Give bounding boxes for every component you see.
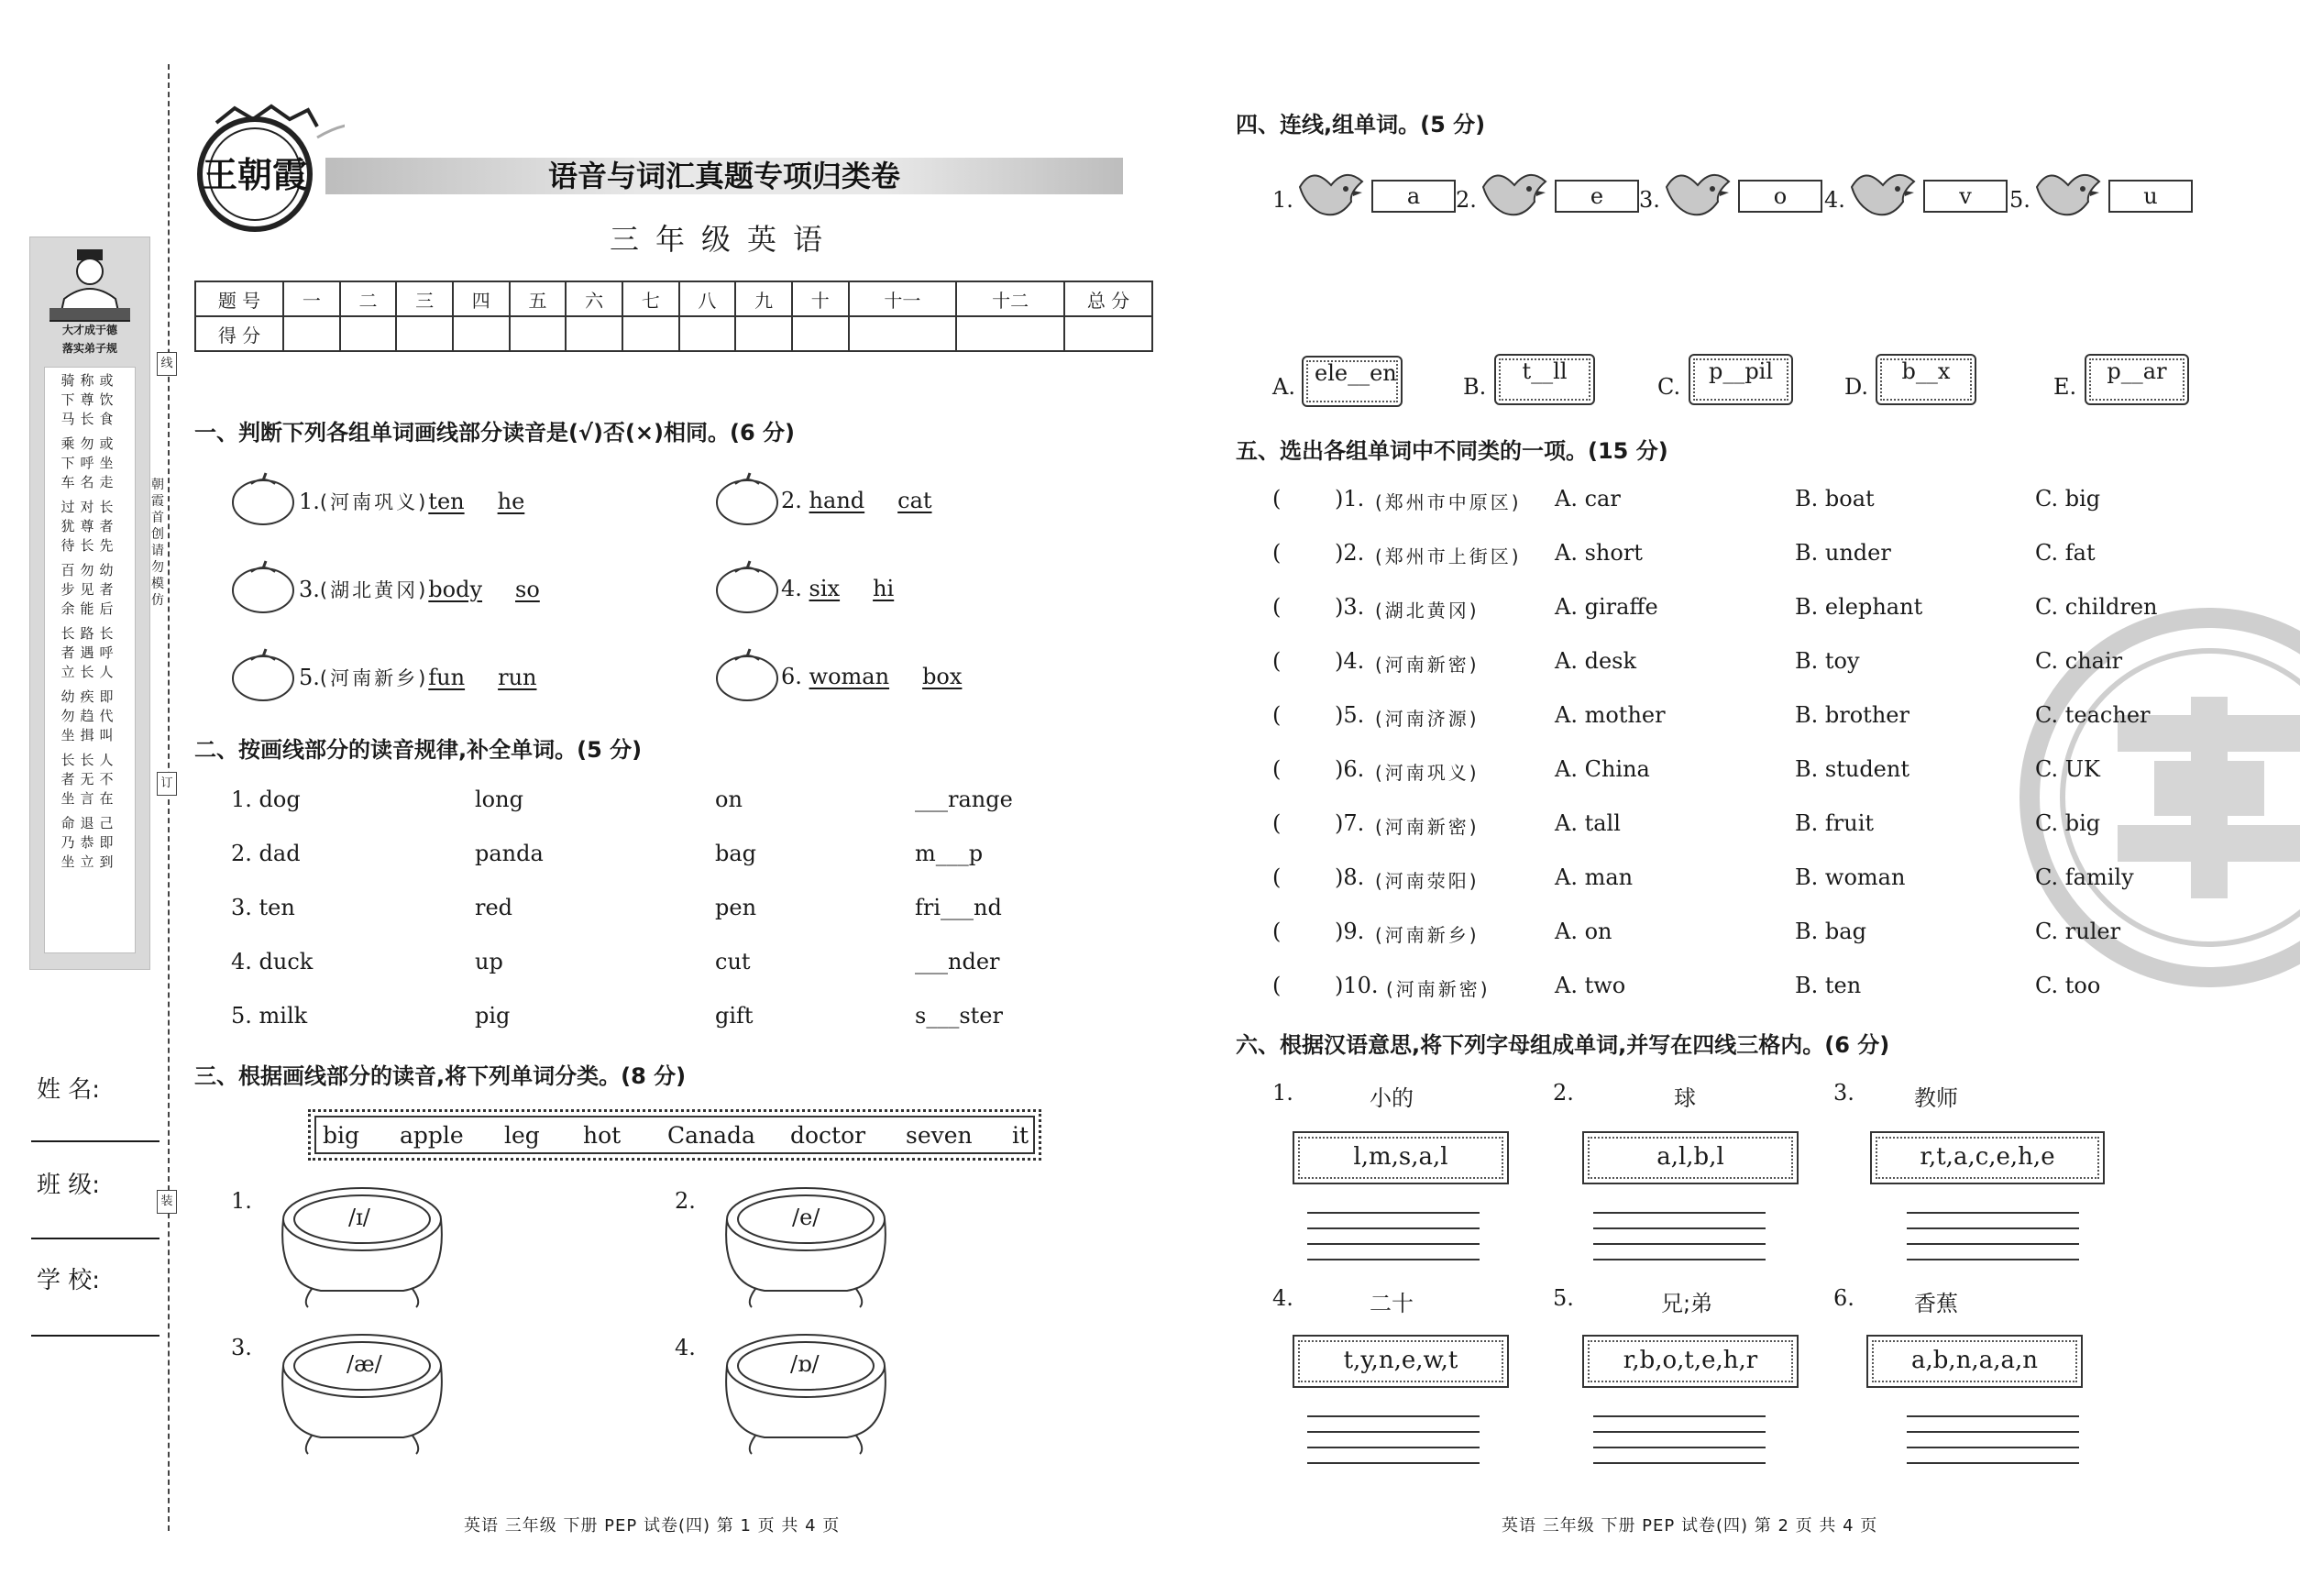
pot-sound: /e/ xyxy=(792,1205,820,1230)
word-tag[interactable]: ele__en xyxy=(1302,356,1403,407)
s1-num: 1. xyxy=(299,489,320,514)
brand-logo-icon xyxy=(180,101,345,238)
s5-option-c: C. too xyxy=(2035,973,2101,998)
s5-num: )1. xyxy=(1335,486,1365,512)
s1-source: (河南新乡) xyxy=(319,667,429,689)
s6-num: 5. xyxy=(1553,1285,1574,1311)
s6-letters-box: a,b,n,a,a,n xyxy=(1866,1335,2083,1388)
s1-num: 3. xyxy=(299,577,320,602)
bird-num: 4. xyxy=(1824,187,1845,213)
section5-title: 五、选出各组单词中不同类的一项。(15 分) xyxy=(1236,438,1668,464)
s5-num: )5. xyxy=(1335,702,1365,728)
s1-word: woman xyxy=(809,664,890,689)
score-row-label: 得 分 xyxy=(195,316,283,351)
s6-letters-box: r,b,o,t,e,h,r xyxy=(1582,1335,1799,1388)
s5-option-b: B. ten xyxy=(1795,973,1862,998)
score-cell[interactable] xyxy=(735,316,792,351)
score-cell[interactable] xyxy=(956,316,1064,351)
s1-source: (河南巩义) xyxy=(319,491,429,513)
proverb: 幼疾即 勿趋代 坐揖叫 xyxy=(61,688,119,743)
motto-line-2: 落实弟子规 xyxy=(61,342,117,355)
logo-text: 王朝霞 xyxy=(202,154,308,195)
s5-option-a: A. on xyxy=(1555,919,1612,944)
s5-option-c: C. fat xyxy=(2035,540,2096,566)
score-cell[interactable] xyxy=(566,316,622,351)
s1-word: body xyxy=(428,577,483,602)
s2-blank-word[interactable]: s___ster xyxy=(915,1003,1003,1029)
s5-option-a: A. short xyxy=(1555,540,1643,566)
bird-icon xyxy=(1478,161,1551,226)
pot-icon xyxy=(719,1329,893,1458)
s5-option-b: B. fruit xyxy=(1795,810,1875,836)
s6-num: 2. xyxy=(1553,1080,1574,1106)
name-field[interactable] xyxy=(31,1140,160,1142)
pot-num: 2. xyxy=(675,1188,696,1214)
proverb: 长长人 者无不 坐言在 xyxy=(61,752,119,807)
pumpkin-icon[interactable] xyxy=(715,645,779,702)
document-subtitle: 三年级英语 xyxy=(609,222,839,257)
option-letter: A. xyxy=(1272,374,1295,400)
s5-source: (河南新密) xyxy=(1375,654,1480,676)
s5-num: )9. xyxy=(1335,919,1365,944)
s5-answer-paren[interactable]: ( xyxy=(1272,810,1282,836)
letter-box[interactable]: a xyxy=(1371,180,1456,213)
s2-word: gift xyxy=(715,1003,754,1029)
s5-option-b: B. bag xyxy=(1795,919,1866,944)
letter-box[interactable]: u xyxy=(2108,180,2193,213)
score-col: 十一 xyxy=(849,281,957,316)
s5-answer-paren[interactable]: ( xyxy=(1272,702,1282,728)
s3-word: hot xyxy=(583,1122,622,1149)
pot-num: 1. xyxy=(231,1188,252,1214)
section3-title: 三、根据画线部分的读音,将下列单词分类。(8 分) xyxy=(194,1063,687,1089)
score-col: 十二 xyxy=(956,281,1064,316)
word-tag[interactable]: p__pil xyxy=(1689,354,1793,405)
letter-box[interactable]: o xyxy=(1738,180,1822,213)
word-tag[interactable]: b__x xyxy=(1876,354,1976,405)
s5-source: (河南巩义) xyxy=(1375,762,1480,784)
s2-word: up xyxy=(475,949,503,974)
binding-dashed-line xyxy=(168,64,170,1531)
side-note: 朝霞首创 请勿模仿 xyxy=(151,478,164,608)
pumpkin-icon[interactable] xyxy=(231,645,295,702)
s5-option-a: A. tall xyxy=(1555,810,1621,836)
section2-title: 二、按画线部分的读音规律,补全单词。(5 分) xyxy=(194,737,643,763)
s6-meaning: 球 xyxy=(1674,1085,1696,1111)
s5-source: (湖北黄冈) xyxy=(1375,600,1480,622)
four-line-grid[interactable] xyxy=(1307,1212,1480,1260)
bird-num: 3. xyxy=(1639,187,1660,213)
s2-word: long xyxy=(475,787,523,812)
s1-num: 2. xyxy=(781,488,802,513)
letter-box[interactable]: e xyxy=(1555,180,1639,213)
s6-num: 3. xyxy=(1833,1080,1854,1106)
s6-letters-box: r,t,a,c,e,h,e xyxy=(1870,1131,2105,1184)
score-table-header-row xyxy=(195,281,1152,316)
s6-num: 1. xyxy=(1272,1080,1293,1106)
s2-word: 2. dad xyxy=(231,841,301,866)
option-letter: C. xyxy=(1657,374,1681,400)
s5-option-b: B. under xyxy=(1795,540,1891,566)
s5-option-b: B. boat xyxy=(1795,486,1875,512)
s3-word: big xyxy=(323,1122,360,1149)
score-col-total: 总 分 xyxy=(1064,281,1152,316)
s5-option-c: C. teacher xyxy=(2035,702,2151,728)
s3-word: Canada xyxy=(667,1122,755,1149)
s6-letters-box: a,l,b,l xyxy=(1582,1131,1799,1184)
bird-icon xyxy=(2031,161,2105,226)
s1-item xyxy=(299,488,524,515)
s5-option-c: C. chair xyxy=(2035,648,2123,674)
bird-icon xyxy=(1661,161,1734,226)
s1-word: hi xyxy=(873,576,895,601)
four-line-grid[interactable] xyxy=(1907,1415,2079,1463)
word-tag[interactable]: t__ll xyxy=(1494,354,1595,405)
score-col: 三 xyxy=(396,281,453,316)
s5-option-a: A. mother xyxy=(1555,702,1666,728)
school-label: 学 校: xyxy=(37,1267,101,1294)
s1-item xyxy=(299,576,540,603)
s1-word: hand xyxy=(809,488,865,513)
s2-word: panda xyxy=(475,841,544,866)
s6-meaning: 小的 xyxy=(1370,1085,1414,1111)
score-col: 五 xyxy=(510,281,567,316)
bird-num: 5. xyxy=(2009,187,2030,213)
s3-word: seven xyxy=(906,1122,973,1149)
document-title: 语音与词汇真题专项归类卷 xyxy=(547,159,900,193)
s5-answer-paren[interactable]: ( xyxy=(1272,648,1282,674)
s5-source: (河南新密) xyxy=(1386,978,1491,1000)
score-cell[interactable] xyxy=(679,316,736,351)
fold-mark: 装 xyxy=(157,1190,177,1214)
s2-blank-word[interactable]: fri___nd xyxy=(915,895,1002,920)
s1-word: six xyxy=(809,576,841,601)
s5-option-a: A. two xyxy=(1555,973,1626,998)
score-table-score-row xyxy=(195,316,1152,351)
s5-option-c: C. children xyxy=(2035,594,2158,620)
s2-word: 3. ten xyxy=(231,895,295,920)
s1-word: he xyxy=(497,489,525,514)
pot-icon xyxy=(719,1183,893,1311)
s5-option-a: A. giraffe xyxy=(1555,594,1658,620)
score-cell[interactable] xyxy=(849,316,957,351)
s5-option-c: C. ruler xyxy=(2035,919,2121,944)
proverb: 百勿幼 步见者 余能后 xyxy=(61,562,119,617)
s5-num: )4. xyxy=(1335,648,1365,674)
s1-word: cat xyxy=(897,488,932,513)
s5-option-c: C. family xyxy=(2035,864,2134,890)
s2-word: cut xyxy=(715,949,751,974)
class-label: 班 级: xyxy=(37,1172,101,1199)
s1-word: so xyxy=(515,577,540,602)
s1-word: box xyxy=(922,664,963,689)
s1-item xyxy=(781,664,962,689)
s5-option-a: A. China xyxy=(1555,756,1650,782)
motto-line-1: 大才成于德 xyxy=(61,324,117,336)
score-col: 七 xyxy=(622,281,679,316)
score-cell[interactable] xyxy=(283,316,340,351)
s5-num: )6. xyxy=(1335,756,1365,782)
motto xyxy=(37,321,143,358)
s2-word: red xyxy=(475,895,513,920)
s2-blank-word[interactable]: m___p xyxy=(915,841,984,866)
s5-source: (郑州市上街区) xyxy=(1375,545,1522,567)
s5-answer-paren[interactable]: ( xyxy=(1272,486,1282,512)
s5-option-c: C. big xyxy=(2035,810,2101,836)
s5-option-b: B. toy xyxy=(1795,648,1860,674)
s5-option-c: C. big xyxy=(2035,486,2101,512)
s5-option-b: B. student xyxy=(1795,756,1909,782)
s6-meaning: 兄;弟 xyxy=(1661,1291,1713,1316)
s5-num: )7. xyxy=(1335,810,1365,836)
score-col: 六 xyxy=(566,281,622,316)
score-cell[interactable] xyxy=(453,316,510,351)
name-label: 姓 名: xyxy=(37,1076,101,1104)
pot-sound: /ɪ/ xyxy=(348,1205,370,1230)
s5-answer-paren[interactable]: ( xyxy=(1272,756,1282,782)
letter-box[interactable]: v xyxy=(1923,180,2008,213)
s1-word: ten xyxy=(428,489,465,514)
fold-mark: 线 xyxy=(157,352,177,376)
option-letter: D. xyxy=(1844,374,1869,400)
pot-icon xyxy=(275,1183,449,1311)
score-cell[interactable] xyxy=(340,316,397,351)
s5-option-b: B. brother xyxy=(1795,702,1909,728)
section6-title: 六、根据汉语意思,将下列字母组成单词,并写在四线三格内。(6 分) xyxy=(1236,1032,1890,1058)
s6-num: 6. xyxy=(1833,1285,1854,1311)
pumpkin-icon[interactable] xyxy=(231,557,295,614)
pumpkin-icon[interactable] xyxy=(231,469,295,526)
four-line-grid[interactable] xyxy=(1307,1415,1480,1463)
proverbs-panel xyxy=(44,367,136,953)
s5-answer-paren[interactable]: ( xyxy=(1272,973,1282,998)
proverb: 命退己 乃恭即 坐立到 xyxy=(61,815,119,870)
s3-word: leg xyxy=(504,1122,540,1149)
s2-word: 1. dog xyxy=(231,787,301,812)
pumpkin-icon[interactable] xyxy=(715,469,779,526)
four-line-grid[interactable] xyxy=(1907,1212,2079,1260)
s5-option-a: A. desk xyxy=(1555,648,1637,674)
pot-sound: /æ/ xyxy=(347,1351,382,1377)
score-col: 八 xyxy=(679,281,736,316)
score-cell[interactable] xyxy=(396,316,453,351)
footer-right: 英语 三年级 下册 PEP 试卷(四) 第 2 页 共 4 页 xyxy=(1502,1516,1878,1535)
word-tag[interactable]: p__ar xyxy=(2085,354,2189,405)
s1-num: 4. xyxy=(781,576,802,601)
s1-source: (湖北黄冈) xyxy=(319,579,429,601)
s5-num: )10. xyxy=(1335,973,1379,998)
score-col: 二 xyxy=(340,281,397,316)
s1-word: run xyxy=(498,665,537,690)
score-col: 十 xyxy=(792,281,849,316)
score-cell[interactable] xyxy=(622,316,679,351)
option-letter: B. xyxy=(1463,374,1487,400)
score-col-label: 题 号 xyxy=(195,281,283,316)
score-cell[interactable] xyxy=(1064,316,1152,351)
bird-num: 1. xyxy=(1272,187,1293,213)
score-table xyxy=(194,281,1153,352)
section4-title: 四、连线,组单词。(5 分) xyxy=(1236,112,1486,138)
s5-source: (郑州市中原区) xyxy=(1375,491,1522,513)
proverb: 乘勿或 下呼坐 车名走 xyxy=(61,435,119,490)
s5-option-b: B. elephant xyxy=(1795,594,1923,620)
s5-source: (河南荥阳) xyxy=(1375,870,1480,892)
s6-num: 4. xyxy=(1272,1285,1293,1311)
s5-option-a: A. car xyxy=(1555,486,1621,512)
s6-letters-box: t,y,n,e,w,t xyxy=(1293,1335,1509,1388)
pot-icon xyxy=(275,1329,449,1458)
s3-word: it xyxy=(1012,1122,1029,1149)
s5-answer-paren[interactable]: ( xyxy=(1272,540,1282,566)
proverb: 骑称或 下尊饮 马长食 xyxy=(61,372,119,427)
s3-word: apple xyxy=(400,1122,464,1149)
footer-left: 英语 三年级 下册 PEP 试卷(四) 第 1 页 共 4 页 xyxy=(464,1516,841,1535)
section1-title: 一、判断下列各组单词画线部分读音是(√)否(×)相同。(6 分) xyxy=(194,420,795,446)
s6-letters-box: l,m,s,a,l xyxy=(1293,1131,1509,1184)
s1-item xyxy=(781,576,894,601)
s6-meaning: 教师 xyxy=(1914,1085,1958,1111)
s1-num: 5. xyxy=(299,665,320,690)
pot-sound: /ɒ/ xyxy=(790,1351,820,1377)
s2-word: on xyxy=(715,787,743,812)
s5-answer-paren[interactable]: ( xyxy=(1272,919,1282,944)
bird-icon xyxy=(1846,161,1920,226)
option-letter: E. xyxy=(2053,374,2077,400)
s5-answer-paren[interactable]: ( xyxy=(1272,864,1282,890)
s2-blank-word[interactable]: ___range xyxy=(915,787,1013,812)
fold-mark: 订 xyxy=(157,772,177,796)
score-cell[interactable] xyxy=(792,316,849,351)
bird-icon xyxy=(1294,161,1368,226)
s5-num: )3. xyxy=(1335,594,1365,620)
score-cell[interactable] xyxy=(510,316,567,351)
score-col: 九 xyxy=(735,281,792,316)
s1-item xyxy=(781,488,932,513)
proverb: 长路长 者遇呼 立长人 xyxy=(61,625,119,680)
s5-option-b: B. woman xyxy=(1795,864,1906,890)
s1-item xyxy=(299,664,536,691)
s5-answer-paren[interactable]: ( xyxy=(1272,594,1282,620)
bird-num: 2. xyxy=(1456,187,1477,213)
s1-word: fun xyxy=(428,665,466,690)
four-line-grid[interactable] xyxy=(1593,1212,1766,1260)
s2-word: pen xyxy=(715,895,757,920)
s6-meaning: 香蕉 xyxy=(1914,1291,1958,1316)
s5-option-c: C. UK xyxy=(2035,756,2100,782)
s2-word: pig xyxy=(475,1003,511,1029)
s5-source: (河南济源) xyxy=(1375,708,1480,730)
pumpkin-icon[interactable] xyxy=(715,557,779,614)
s2-blank-word[interactable]: ___nder xyxy=(915,949,1000,974)
proverb: 过对长 犹尊者 待长先 xyxy=(61,499,119,554)
four-line-grid[interactable] xyxy=(1593,1415,1766,1463)
s1-num: 6. xyxy=(781,664,802,689)
score-col: 四 xyxy=(453,281,510,316)
s5-num: )2. xyxy=(1335,540,1365,566)
pot-num: 3. xyxy=(231,1335,252,1360)
s5-source: (河南新乡) xyxy=(1375,924,1480,946)
s2-word: 4. duck xyxy=(231,949,314,974)
class-field[interactable] xyxy=(31,1238,160,1239)
s5-source: (河南新密) xyxy=(1375,816,1480,838)
s5-option-a: A. man xyxy=(1555,864,1634,890)
s3-word: doctor xyxy=(790,1122,866,1149)
school-field[interactable] xyxy=(31,1335,160,1337)
s2-word: 5. milk xyxy=(231,1003,308,1029)
s6-meaning: 二十 xyxy=(1370,1291,1414,1316)
score-col: 一 xyxy=(283,281,340,316)
pot-num: 4. xyxy=(675,1335,696,1360)
s2-word: bag xyxy=(715,841,757,866)
s5-num: )8. xyxy=(1335,864,1365,890)
